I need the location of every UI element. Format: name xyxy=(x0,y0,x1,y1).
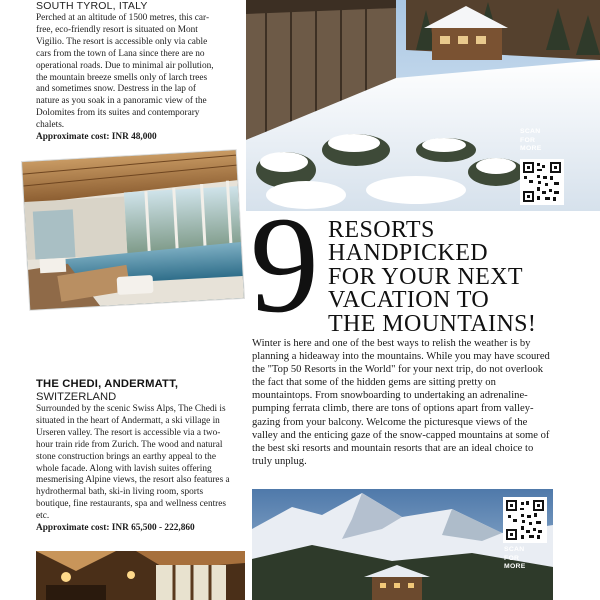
scan-line: MORE xyxy=(520,145,542,152)
feature-intro: Winter is here and one of the best ways to relish the weather is by planning a hideaway into the mountains. While you may have scoured the "Top 50 Resorts in the World" for your next trip, do not overlook the fact that some of the hidden gems are sitting pretty on mountaintops. From snowboarding to undertaking an adrenaline-pumping ferrata climb, there are tons of options apart from valley-gazing from your balcony. Welcome the picturesque views of the valley and the enticing gaze of the snow-capped mountains at some of the best ski resorts and mountain resorts that are an ideal choice to truly unplug. xyxy=(252,338,550,467)
headline-line: FOR YOUR NEXT xyxy=(328,263,523,290)
pool-photo xyxy=(22,150,244,310)
qr-code-icon xyxy=(506,500,544,540)
qr-code-top[interactable] xyxy=(520,159,564,205)
resort1-description-block xyxy=(36,13,219,144)
scan-line: SCAN xyxy=(504,546,525,553)
scan-line: FOR xyxy=(504,554,520,562)
resort1-cost: Approximate cost: INR 48,000 xyxy=(36,132,157,143)
scan-line: SCAN xyxy=(520,128,541,135)
interior-photo xyxy=(36,551,245,600)
headline-line: VACATION TO xyxy=(328,287,490,314)
resort1-description: Perched at an altitude of 1500 metres, this car-free, eco-friendly resort is situated on Mont Vigilio. The resort is accessible only via cable cars from the town of Lana since there are no operational roads. Due to minimal air pollution, the mountain breeze smells only of larch trees and sometimes snow. Destress in the lap of nature as you soak in a panoramic view of the Dolomites from its suites and contemporary chalets. xyxy=(36,13,214,131)
scan-for-more-bottom xyxy=(504,546,526,572)
big-number-nine: 9 xyxy=(250,188,319,341)
qr-code-icon xyxy=(523,162,561,202)
resort2-description-block xyxy=(36,404,236,535)
scan-line: MORE xyxy=(504,563,526,570)
headline-line: HANDPICKED xyxy=(328,240,488,267)
feature-headline xyxy=(328,219,588,336)
scan-for-more-top xyxy=(520,128,542,154)
headline-line: THE MOUNTAINS! xyxy=(328,310,537,337)
headline-line: RESORTS xyxy=(328,217,435,243)
qr-code-bottom[interactable] xyxy=(503,497,547,543)
resort2-description: Surrounded by the scenic Swiss Alps, The Chedi is situated in the heart of Andermatt, a ski village in Urseren valley. The resort is accessible via a two-hour train ride from Zurich. The wood and natural stone construction brings an earthy appeal to the whole facade. Along with lavish suites offering mesmerising Alpine views, the resort also features a hydrothermal bath, ski-in living room, sports boutique, fine restaurants, spa and wellness centres etc. xyxy=(36,404,230,522)
resort2-name: THE CHEDI, ANDERMATT, xyxy=(36,378,179,390)
scan-line: FOR xyxy=(520,136,536,144)
interior-photo-image xyxy=(36,551,245,600)
resort2-country: SWITZERLAND xyxy=(36,391,117,403)
pool-photo-image xyxy=(22,150,244,310)
resort1-location: SOUTH TYROL, ITALY xyxy=(36,0,148,12)
resort2-cost: Approximate cost: INR 65,500 - 222,860 xyxy=(36,523,195,534)
